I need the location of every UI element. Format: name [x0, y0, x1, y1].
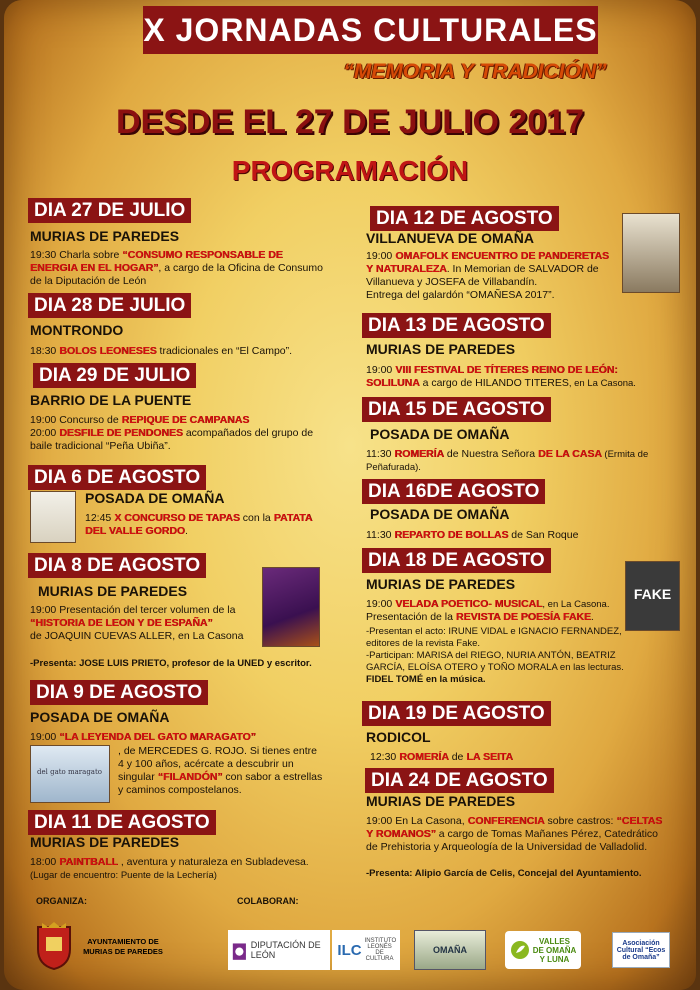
- event-text: 11:30 ROMERÍA de Nuestra Señora DE LA CASA (Ermita de Peñafurada).: [366, 448, 649, 473]
- event-text: 19:00 VELADA POETICO- MUSICAL, en La Casona. Presentación de la REVISTA DE POESÍA FAKE.: [366, 598, 610, 623]
- day-heading-13-agosto: DIA 13 DE AGOSTO: [362, 313, 551, 338]
- programming-heading: PROGRAMACIÓN: [231, 155, 469, 186]
- event-text: 18:30 BOLOS LEONESES tradicionales en “El Campo”.: [30, 345, 293, 357]
- leaf-circle-icon: [510, 940, 530, 960]
- place-label: VILLANUEVA DE OMAÑA: [366, 230, 534, 246]
- event-text: 19:00 “LA LEYENDA DEL GATO MARAGATO”: [30, 731, 256, 743]
- place-label: MONTRONDO: [30, 322, 124, 338]
- day-heading-12-agosto: DIA 12 DE AGOSTO: [370, 206, 559, 231]
- day-heading-11-agosto: DIA 11 DE AGOSTO: [28, 810, 216, 835]
- colaboran-label: COLABORAN:: [237, 896, 299, 906]
- book-title: del gato maragato: [37, 768, 103, 776]
- book-cover-image: [262, 567, 320, 647]
- ayuntamiento-label: AYUNTAMIENTO DE MURIAS DE PAREDES: [83, 937, 163, 956]
- subtitle: “MEMORIA Y TRADICIÓN”: [343, 60, 607, 83]
- ayuntamiento-crest-icon: [33, 920, 75, 972]
- omana-image: OMAÑA: [414, 930, 486, 970]
- day-heading-8-agosto: DIA 8 DE AGOSTO: [28, 553, 206, 578]
- day-heading-9-agosto: DIA 9 DE AGOSTO: [30, 680, 208, 705]
- ecos-omana-logo: Asociación Cultural “Ecos de Omaña”: [612, 932, 670, 968]
- day-heading-19-agosto: DIA 19 DE AGOSTO: [362, 701, 551, 726]
- place-label: POSADA DE OMAÑA: [370, 506, 510, 522]
- ilc-mark-icon: ILC: [337, 941, 362, 959]
- event-text: 12:45 X CONCURSO DE TAPAS con la PATATA DEL VALLE GORDO.: [85, 512, 312, 537]
- day-heading-18-agosto: DIA 18 DE AGOSTO: [362, 548, 551, 573]
- place-label: BARRIO DE LA PUENTE: [30, 392, 192, 408]
- day-heading-24-agosto: DIA 24 DE AGOSTO: [365, 768, 554, 793]
- omafolk-poster-image: [622, 213, 680, 293]
- event-text: 19:00 VIII FESTIVAL DE TÍTERES REINO DE LEÓN: SOLILUNA a cargo de HILANDO TITERES, en La Casona.: [366, 364, 636, 389]
- place-label: MURIAS DE PAREDES: [366, 341, 516, 357]
- date-range: DESDE EL 27 DE JULIO 2017: [115, 103, 584, 141]
- event-text: 19:30 Charla sobre “CONSUMO RESPONSABLE DE ENERGIA EN EL HOGAR”, a cargo de la Oficina de Consumo de la Diputación de León: [30, 249, 323, 287]
- diputacion-logo: DIPUTACIÓN DE LEÓN: [228, 930, 330, 970]
- place-label: MURIAS DE PAREDES: [38, 583, 188, 599]
- event-text: 19:00 En La Casona, CONFERENCIA sobre castros: “CELTAS Y ROMANOS” a cargo de Tomas Mañanes Pérez, Catedrático de Prehistoria y Arqueología de la Universidad de Valladolid.: [366, 815, 663, 853]
- day-heading-27-julio: DIA 27 DE JULIO: [28, 198, 191, 223]
- place-label: MURIAS DE PAREDES: [366, 793, 516, 809]
- event-text: 19:00 OMAFOLK ENCUENTRO DE PANDERETAS Y NATURALEZA. In Memorian de SALVADOR de Villanueva y JOSEFA de Villabandín. Entrega del galardón “OMAÑESA 2017”.: [366, 250, 609, 301]
- place-label: POSADA DE OMAÑA: [30, 709, 170, 725]
- event-presenter: -Presenta: JOSE LUIS PRIETO, profesor de la UNED y escritor.: [30, 658, 312, 669]
- page-title: X JORNADAS CULTURALES: [143, 6, 598, 54]
- fake-magazine-title: FAKE: [633, 586, 672, 602]
- event-text: 11:30 REPARTO DE BOLLAS de San Roque: [366, 529, 579, 541]
- diputacion-crest-icon: [232, 936, 247, 964]
- fake-magazine-image: [625, 561, 680, 631]
- place-label: MURIAS DE PAREDES: [30, 834, 180, 850]
- event-text: 19:00 Concurso de REPIQUE DE CAMPANAS 20:00 DESFILE DE PENDONES acompañados del grupo de baile tradicional “Peña Ubiña”.: [30, 414, 314, 452]
- place-label: MURIAS DE PAREDES: [30, 228, 180, 244]
- event-text: 12:30 ROMERÍA de LA SEITA: [370, 751, 513, 763]
- organiza-label: ORGANIZA:: [36, 896, 87, 906]
- event-text: 18:00 PAINTBALL , aventura y naturaleza en Subladevesa. (Lugar de encuentro: Puente de la Lechería): [30, 856, 309, 881]
- ilc-logo: ILC INSTITUTO LEONÉS DE CULTURA: [332, 930, 400, 970]
- place-label: MURIAS DE PAREDES: [366, 576, 516, 592]
- day-heading-6-agosto: DIA 6 DE AGOSTO: [28, 465, 206, 490]
- book-cover-gato-image: [30, 745, 110, 803]
- day-heading-16-agosto: DIA 16DE AGOSTO: [362, 479, 545, 504]
- day-heading-29-julio: DIA 29 DE JULIO: [33, 363, 196, 388]
- event-text-continued: , de MERCEDES G. ROJO. Si tienes entre 4 y 100 años, acércate a descubrir un singular “FILANDÓN” con sabor a estrellas y caminos compostelanos.: [118, 745, 323, 796]
- tapas-poster-image: [30, 491, 76, 543]
- place-label: RODICOL: [366, 729, 431, 745]
- day-heading-28-julio: DIA 28 DE JULIO: [28, 293, 191, 318]
- place-label: POSADA DE OMAÑA: [85, 490, 225, 506]
- place-label: POSADA DE OMAÑA: [370, 426, 510, 442]
- event-text: 19:00 Presentación del tercer volumen de la “HISTORIA DE LEON Y DE ESPAÑA” de JOAQUIN CUEVAS ALLER, en La Casona: [30, 604, 244, 642]
- event-details: -Presentan el acto: IRUNE VIDAL e IGNACIO FERNANDEZ, editores de la revista Fake. -Participan: MARISA del RIEGO, NURIA ANTÓN, BEATRIZ GARCÍA, ELOÍSA OTERO y TOÑO MORALA en las lecturas. FIDEL TOMÉ en la música.: [366, 626, 624, 685]
- day-heading-15-agosto: DIA 15 DE AGOSTO: [362, 397, 551, 422]
- event-presenter: -Presenta: Alipio García de Celis, Concejal del Ayuntamiento.: [366, 868, 642, 879]
- valles-omana-luna-logo: VALLES DE OMAÑA Y LUNA: [505, 931, 581, 969]
